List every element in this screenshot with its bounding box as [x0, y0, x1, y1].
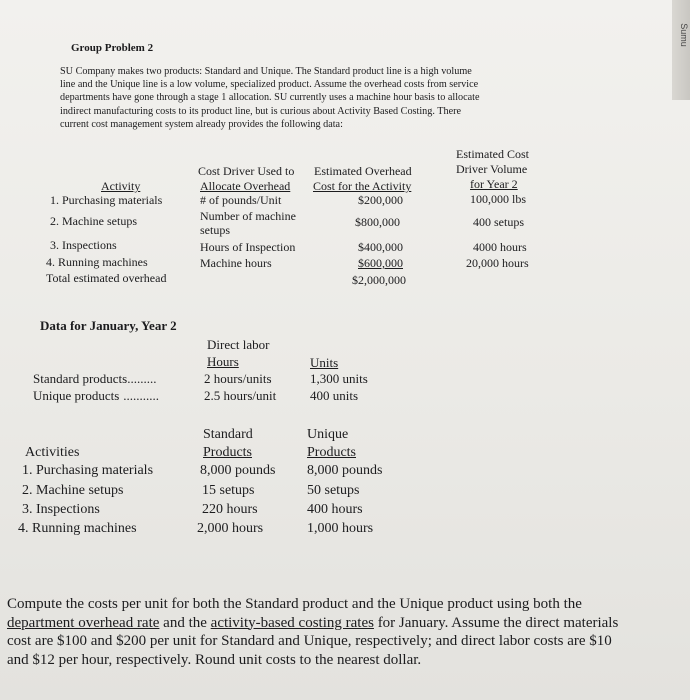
intro-line: indirect manufacturing costs to its product line, but is curious about Activity Based Costing. There [60, 105, 462, 117]
task-text: for January. Assume the direct materials [373, 614, 619, 631]
leader-dots: ......... [127, 371, 157, 386]
header-cost-1: Estimated Overhead [314, 164, 412, 178]
task-line: and $12 per hour, respectively. Round unit costs to the nearest dollar. [7, 651, 422, 668]
page-edge-label: Sumu [679, 23, 690, 47]
row-activity: 4. Running machines [46, 255, 148, 269]
task-line: cost are $100 and $200 per unit for Standard and Unique, respectively; and direct labor costs are $10 [7, 633, 612, 649]
product-name: Unique products [33, 388, 120, 403]
header-driver-2: Allocate Overhead [200, 179, 291, 193]
row-cost: $800,000 [355, 215, 400, 229]
task-text: and the [159, 614, 211, 631]
row-volume: 4000 hours [473, 240, 527, 254]
usage-standard: 8,000 pounds [200, 463, 276, 478]
row-activity: 2. Machine setups [50, 214, 137, 228]
total-label: Total estimated overhead [46, 271, 167, 285]
product-units: 400 units [310, 388, 359, 403]
january-heading: Data for January, Year 2 [40, 318, 177, 333]
row-volume: 400 setups [473, 215, 524, 229]
usage-standard: 15 setups [202, 483, 255, 498]
intro-line: SU Company makes two products: Standard and Unique. The Standard product line is a high volume [60, 66, 472, 77]
task-instructions [7, 595, 683, 669]
header-standard-2: Products [203, 445, 252, 460]
row-activity: 1. Purchasing materials [50, 193, 163, 207]
product-hours: 2.5 hours/unit [204, 388, 277, 403]
intro-line: current cost management system already provides the following data: [60, 118, 343, 130]
intro-line: line and the Unique line is a low volume, specialized product. Assume the overhead costs from service [60, 79, 479, 91]
term-abc-rates: activity-based costing rates [210, 614, 374, 631]
usage-standard: 220 hours [202, 502, 258, 517]
product-units: 1,300 units [310, 371, 368, 386]
total-value: $2,000,000 [352, 273, 406, 287]
header-volume-3: for Year 2 [470, 177, 518, 191]
row-activity: 3. Inspections [50, 238, 117, 252]
usage-unique: 400 hours [307, 502, 363, 517]
usage-activity: 4. Running machines [18, 521, 137, 536]
row-volume: 20,000 hours [466, 256, 529, 270]
task-line [7, 614, 683, 633]
usage-unique: 50 setups [307, 483, 360, 498]
usage-activity: 1. Purchasing materials [22, 463, 154, 478]
row-driver: Number of machine [200, 209, 296, 223]
problem-title: Group Problem 2 [71, 42, 154, 54]
leader-dots: ........... [123, 388, 160, 403]
row-cost: $200,000 [358, 193, 403, 207]
header-driver-1: Cost Driver Used to [198, 164, 295, 178]
row-driver: Hours of Inspection [200, 240, 296, 254]
usage-unique: 1,000 hours [307, 521, 374, 536]
header-unique-1: Unique [307, 427, 349, 442]
usage-activity: 2. Machine setups [22, 483, 124, 498]
usage-standard: 2,000 hours [197, 521, 264, 536]
row-cost: $400,000 [358, 240, 403, 254]
header-unique-2: Products [307, 445, 356, 460]
term-department-rate: department overhead rate [7, 614, 160, 631]
header-standard-1: Standard [203, 427, 253, 442]
product-row [33, 371, 156, 387]
row-volume: 100,000 lbs [470, 192, 527, 206]
task-line: Compute the costs per unit for both the Standard product and the Unique product using both the [7, 596, 582, 612]
header-direct-labor-1: Direct labor [207, 337, 270, 352]
header-volume-1: Estimated Cost [456, 147, 529, 161]
page-edge [672, 0, 690, 100]
header-direct-labor-2: Hours [207, 354, 239, 369]
row-cost: $600,000 [358, 256, 403, 270]
header-volume-2: Driver Volume [456, 162, 528, 176]
header-cost-2: Cost for the Activity [313, 179, 412, 193]
header-units: Units [310, 355, 339, 370]
row-driver-cont: setups [200, 223, 230, 237]
usage-unique: 8,000 pounds [307, 463, 383, 478]
usage-activity: 3. Inspections [22, 502, 100, 517]
product-name: Standard products [33, 371, 128, 386]
intro-line: departments have gone through a stage 1 allocation. SU currently uses a machine hour basis to allocate [60, 92, 480, 104]
header-activities: Activities [25, 445, 80, 460]
header-activity: Activity [101, 179, 141, 193]
product-hours: 2 hours/units [204, 371, 272, 386]
intro-paragraph [60, 65, 635, 131]
product-row [33, 388, 159, 404]
row-driver: Machine hours [200, 256, 272, 270]
row-driver: # of pounds/Unit [200, 193, 282, 207]
